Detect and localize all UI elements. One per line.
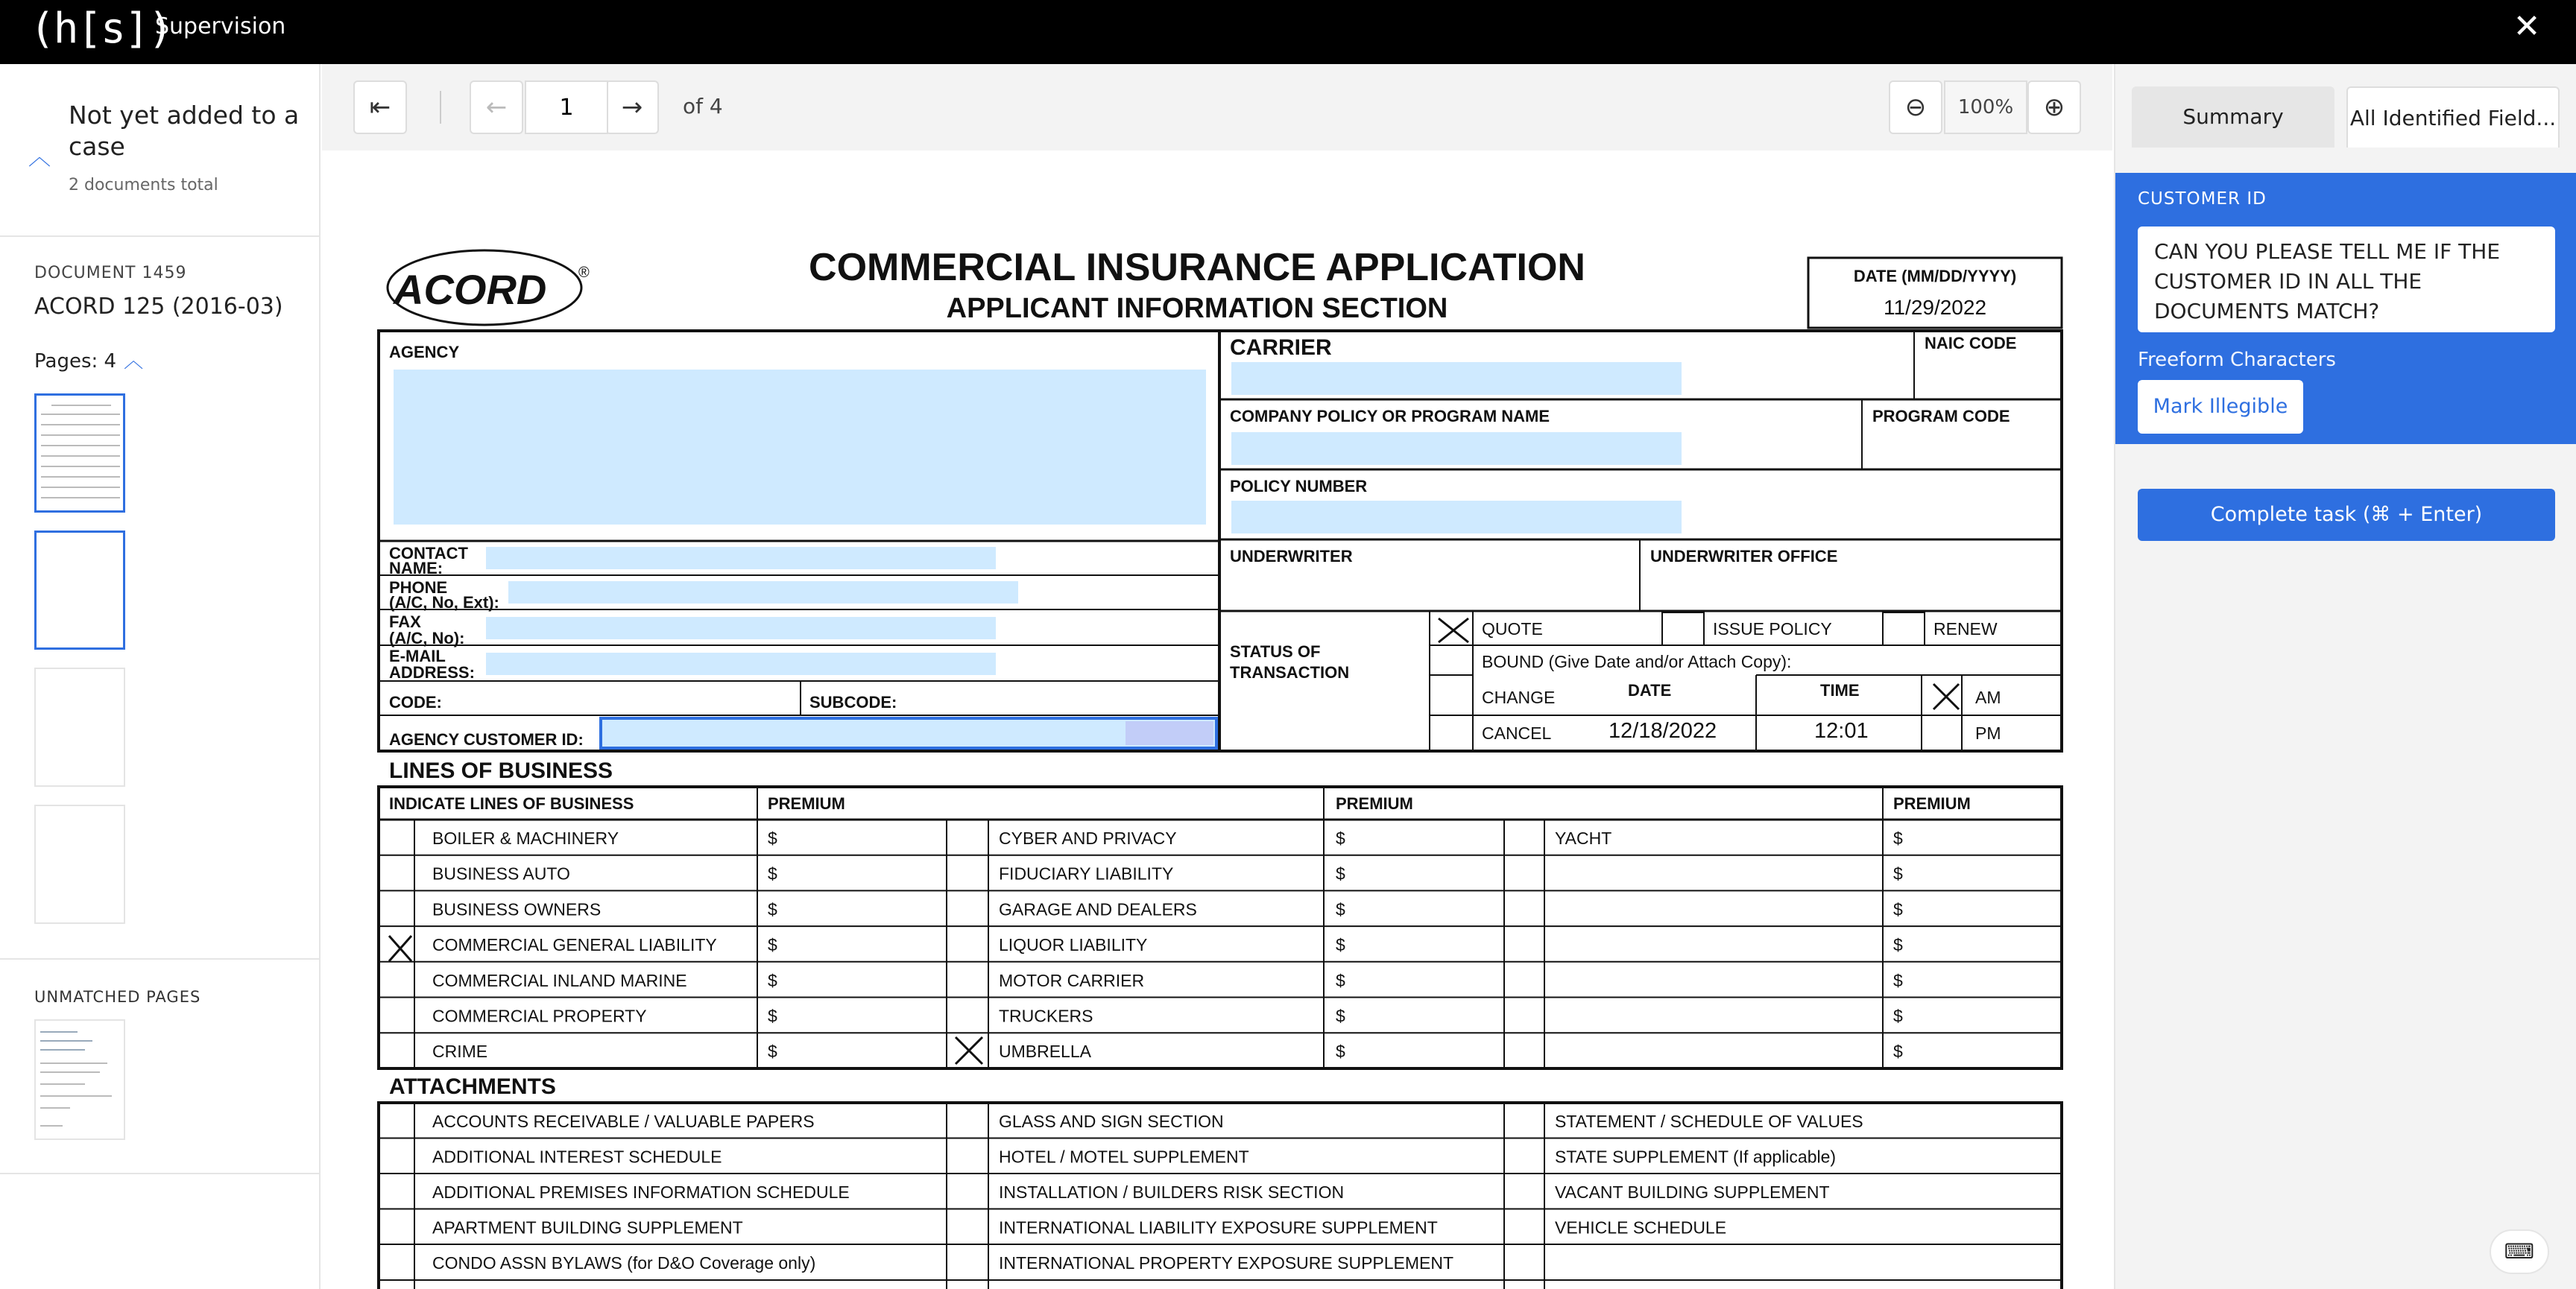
premium-dollar: $: [1336, 935, 1345, 955]
cancel-label: CANCEL: [1482, 723, 1552, 743]
cgl-checked-x[interactable]: [389, 936, 411, 961]
form-subtitle: APPLICANT INFORMATION SECTION: [946, 293, 1448, 324]
document-name: ACORD 125 (2016-03): [34, 294, 283, 320]
premium-dollar: $: [1893, 829, 1903, 848]
naic-code-label: NAIC CODE: [1925, 334, 2017, 352]
unmatched-pages-label: UNMATCHED PAGES: [34, 988, 201, 1006]
attachments-title: ATTACHMENTS: [389, 1074, 556, 1099]
am-checked-x[interactable]: [1933, 684, 1959, 709]
premium-label-3: PREMIUM: [1893, 794, 1971, 813]
agency-field-highlight[interactable]: [394, 370, 1206, 525]
premium-dollar: $: [1893, 970, 1903, 990]
premium-dollar: $: [1336, 829, 1345, 848]
document-label: DOCUMENT 1459: [34, 264, 187, 282]
lob-title: LINES OF BUSINESS: [389, 758, 613, 783]
lob-col2-item: CYBER AND PRIVACY: [999, 829, 1177, 848]
date-value: 11/29/2022: [1883, 296, 1987, 319]
lob-col1-item: COMMERCIAL GENERAL LIABILITY: [432, 935, 717, 955]
phone-label-2: (A/C, No, Ext):: [389, 593, 499, 612]
premium-dollar: $: [768, 864, 777, 884]
field-label: CUSTOMER ID: [2138, 189, 2267, 209]
indicate-lob-label: INDICATE LINES OF BUSINESS: [389, 794, 634, 813]
quote-label: QUOTE: [1482, 619, 1543, 639]
attachment-item: GLASS AND SIGN SECTION: [999, 1112, 1224, 1131]
attachment-item: ADDITIONAL INTEREST SCHEDULE: [432, 1147, 722, 1167]
attachment-item: STATEMENT / SCHEDULE OF VALUES: [1555, 1112, 1863, 1131]
cancel-date-value: 12/18/2022: [1609, 719, 1717, 743]
policy-name-label: COMPANY POLICY OR PROGRAM NAME: [1230, 407, 1550, 425]
lob-table: [379, 787, 2062, 1068]
pages-label: Pages: 4: [34, 350, 117, 373]
toggle-outline-icon[interactable]: ⇤: [353, 80, 407, 134]
case-subtitle: 2 documents total: [69, 176, 218, 194]
page-thumbnail-2[interactable]: [34, 531, 125, 650]
lob-col1-item: CRIME: [432, 1042, 488, 1062]
premium-dollar: $: [1336, 1042, 1345, 1062]
next-page-button[interactable]: →: [605, 80, 659, 134]
zoom-out-icon[interactable]: ⊖: [1889, 80, 1942, 134]
status-label: STATUS OF: [1230, 642, 1321, 661]
app-title: Supervision: [155, 13, 286, 39]
fax-label-2: (A/C, No):: [389, 629, 465, 647]
time-col-label: TIME: [1820, 681, 1860, 700]
right-panel: [2114, 64, 2576, 1289]
carrier-field-highlight[interactable]: [1231, 362, 1682, 395]
premium-dollar: $: [1893, 864, 1903, 884]
document-viewer: [322, 151, 2112, 1289]
code-label: CODE:: [389, 693, 442, 712]
agency-customer-id-field-selected[interactable]: [601, 718, 1216, 748]
attachment-item: INSTALLATION / BUILDERS RISK SECTION: [999, 1182, 1345, 1202]
lob-col1-item: BUSINESS AUTO: [432, 864, 570, 884]
page-count: of 4: [683, 94, 723, 118]
program-code-label: PROGRAM CODE: [1872, 407, 2010, 425]
premium-label-1: PREMIUM: [768, 794, 845, 813]
quote-checked-x[interactable]: [1439, 618, 1468, 642]
pages-toggle[interactable]: [34, 346, 143, 373]
lob-col2-item: TRUCKERS: [999, 1006, 1093, 1026]
lob-col1-item: BUSINESS OWNERS: [432, 899, 602, 919]
policy-name-field-highlight[interactable]: [1231, 432, 1682, 465]
underwriter-label: UNDERWRITER: [1230, 547, 1353, 566]
page-number-input[interactable]: [525, 80, 608, 134]
contact-label: CONTACT: [389, 544, 468, 563]
case-section: [0, 64, 321, 237]
premium-dollar: $: [1893, 935, 1903, 955]
top-bar: [0, 0, 2576, 64]
email-label-2: ADDRESS:: [389, 663, 475, 682]
date-label: DATE (MM/DD/YYYY): [1853, 267, 2017, 285]
page-thumbnail-1[interactable]: [34, 393, 125, 513]
premium-dollar: $: [1336, 970, 1345, 990]
phone-label: PHONE: [389, 578, 448, 597]
zoom-in-icon[interactable]: ⊕: [2027, 80, 2081, 134]
fax-label: FAX: [389, 612, 421, 631]
premium-label-2: PREMIUM: [1336, 794, 1413, 813]
tab-summary[interactable]: Summary: [2132, 86, 2334, 148]
fax-field-highlight[interactable]: [486, 617, 996, 639]
premium-dollar: $: [768, 970, 777, 990]
chevron-up-icon: ︿: [124, 350, 144, 373]
premium-dollar: $: [1893, 1042, 1903, 1062]
acord-logo: ACORD: [394, 266, 547, 313]
divider: [0, 958, 321, 960]
umbrella-checked-x[interactable]: [956, 1037, 982, 1064]
lob-col2-item: GARAGE AND DEALERS: [999, 899, 1197, 919]
attachment-item: VEHICLE SCHEDULE: [1555, 1217, 1727, 1238]
close-icon[interactable]: ✕: [2513, 7, 2541, 45]
am-label: AM: [1975, 688, 2001, 707]
change-label: CHANGE: [1482, 688, 1556, 707]
pm-label: PM: [1975, 723, 2001, 743]
lob-col2-item: MOTOR CARRIER: [999, 970, 1145, 990]
agency-label: AGENCY: [389, 343, 460, 361]
lob-col2-item: FIDUCIARY LIABILITY: [999, 864, 1174, 884]
page-thumbnail-4[interactable]: [34, 805, 125, 924]
unmatched-page-thumbnail[interactable]: [34, 1019, 125, 1140]
lob-col3-item: YACHT: [1555, 829, 1612, 848]
lob-col1-item: COMMERCIAL PROPERTY: [432, 1006, 647, 1026]
bound-label: BOUND (Give Date and/or Attach Copy):: [1482, 652, 1792, 671]
tab-all-identified-fields[interactable]: All Identified Field...: [2346, 86, 2560, 148]
contact-label-2: NAME:: [389, 559, 443, 577]
email-label: E-MAIL: [389, 647, 446, 665]
field-card: [2115, 173, 2576, 444]
premium-dollar: $: [768, 899, 777, 919]
underwriter-office-label: UNDERWRITER OFFICE: [1650, 547, 1838, 566]
customer-id-input[interactable]: CAN YOU PLEASE TELL ME IF THE CUSTOMER ID IN ALL THE DOCUMENTS MATCH?: [2138, 227, 2555, 332]
cancel-time-value: 12:01: [1814, 719, 1869, 743]
divider: [440, 91, 441, 124]
subcode-label: SUBCODE:: [809, 693, 897, 712]
agency-customer-id-label: AGENCY CUSTOMER ID:: [389, 730, 584, 749]
attachment-item: STATE SUPPLEMENT (If applicable): [1555, 1147, 1837, 1167]
chevron-up-icon[interactable]: ︿: [28, 145, 51, 171]
page-thumbnail-3[interactable]: [34, 668, 125, 787]
registered-mark: ®: [578, 265, 590, 281]
attachment-item: ACCOUNTS RECEIVABLE / VALUABLE PAPERS: [432, 1112, 815, 1131]
freeform-characters-label: Freeform Characters: [2138, 349, 2336, 371]
premium-dollar: $: [1336, 899, 1345, 919]
case-title: Not yet added to a case: [69, 101, 300, 161]
attachment-item: CONDO ASSN BYLAWS (for D&O Coverage only): [432, 1253, 816, 1273]
renew-label: RENEW: [1933, 619, 1998, 639]
attachment-item: APARTMENT BUILDING SUPPLEMENT: [432, 1217, 743, 1238]
premium-dollar: $: [768, 1042, 777, 1062]
premium-dollar: $: [768, 935, 777, 955]
attachment-item: INTERNATIONAL PROPERTY EXPOSURE SUPPLEMENT: [999, 1253, 1454, 1273]
lob-col2-item: LIQUOR LIABILITY: [999, 935, 1148, 955]
premium-dollar: $: [768, 829, 777, 848]
lob-col2-item: UMBRELLA: [999, 1042, 1091, 1062]
date-col-label: DATE: [1628, 681, 1672, 700]
carrier-label: CARRIER: [1230, 335, 1332, 360]
status-label-2: TRANSACTION: [1230, 663, 1350, 682]
email-field-highlight[interactable]: [486, 653, 996, 675]
attachment-item: VACANT BUILDING SUPPLEMENT: [1555, 1182, 1830, 1202]
premium-dollar: $: [768, 1006, 777, 1026]
premium-dollar: $: [1336, 864, 1345, 884]
mark-illegible-button[interactable]: Mark Illegible: [2138, 380, 2303, 434]
attachment-item: HOTEL / MOTEL SUPPLEMENT: [999, 1147, 1249, 1167]
complete-task-button[interactable]: Complete task (⌘ + Enter): [2138, 489, 2555, 541]
keyboard-shortcuts-icon[interactable]: ⌨: [2490, 1229, 2549, 1274]
app-logo: (h[s]): [30, 4, 172, 53]
contact-field-highlight[interactable]: [486, 547, 996, 569]
form-title: COMMERCIAL INSURANCE APPLICATION: [809, 246, 1585, 289]
premium-dollar: $: [1893, 899, 1903, 919]
premium-dollar: $: [1893, 1006, 1903, 1026]
phone-field-highlight[interactable]: [508, 581, 1018, 604]
lob-col1-item: COMMERCIAL INLAND MARINE: [432, 970, 687, 990]
acord-form-page: [322, 151, 2112, 1289]
previous-page-button[interactable]: ←: [470, 80, 523, 134]
lob-col1-item: BOILER & MACHINERY: [432, 829, 619, 848]
premium-dollar: $: [1336, 1006, 1345, 1026]
attachment-item: INTERNATIONAL LIABILITY EXPOSURE SUPPLEMENT: [999, 1217, 1438, 1238]
zoom-level[interactable]: 100%: [1944, 80, 2027, 134]
policy-number-field-highlight[interactable]: [1231, 501, 1682, 533]
issue-policy-label: ISSUE POLICY: [1713, 619, 1832, 639]
left-panel: [0, 64, 321, 1289]
attachment-item: ADDITIONAL PREMISES INFORMATION SCHEDULE: [432, 1182, 850, 1202]
policy-number-label: POLICY NUMBER: [1230, 477, 1368, 495]
divider: [0, 1173, 321, 1174]
